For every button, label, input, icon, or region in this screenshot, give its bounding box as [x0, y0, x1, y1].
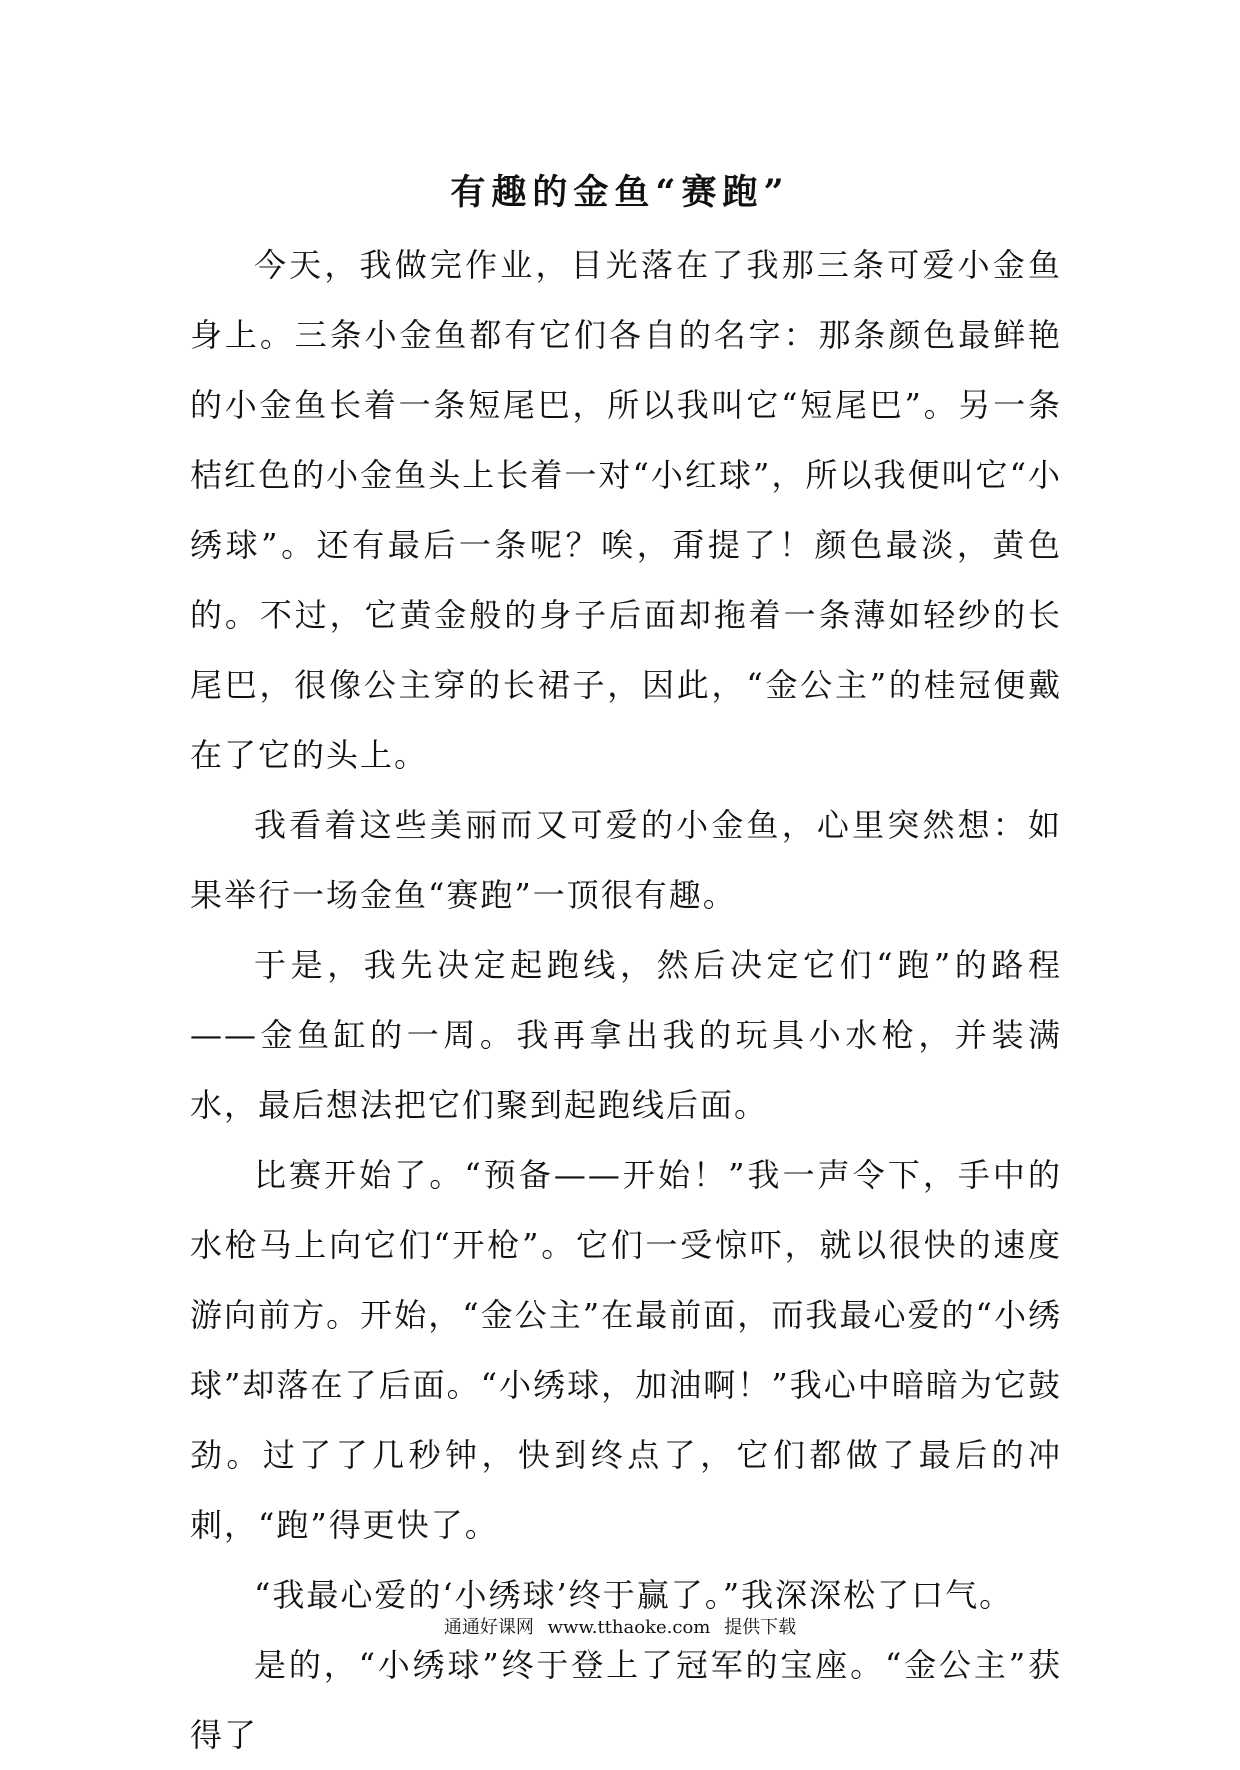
- paragraph-6: 是的，“小绣球”终于登上了冠军的宝座。“金公主”获得了: [190, 1646, 1062, 1754]
- paragraph-3: 于是，我先决定起跑线，然后决定它们“跑”的路程——金鱼缸的一周。我再拿出我的玩具小水枪，并装满水，最后想法把它们聚到起跑线后面。: [190, 946, 1062, 1124]
- paragraph-4: 比赛开始了。“预备——开始！”我一声令下，手中的水枪马上向它们“开枪”。它们一受惊吓，就以很快的速度游向前方。开始，“金公主”在最前面，而我最心爱的“小绣球”却落在了后面。“小绣球，加油啊！”我心中暗暗为它鼓劲。过了了几秒钟，快到终点了，它们都做了最后的冲刺，“跑”得更快了。: [190, 1156, 1062, 1544]
- document-title: 有趣的金鱼“赛跑”: [450, 172, 790, 213]
- footer-action: 提供下载: [724, 1617, 797, 1638]
- paragraph-1: 今天，我做完作业，目光落在了我那三条可爱小金鱼身上。三条小金鱼都有它们各自的名字：那条颜色最鲜艳的小金鱼长着一条短尾巴，所以我叫它“短尾巴”。另一条桔红色的小金鱼头上长着一对“小红球”，所以我便叫它“小绣球”。还有最后一条呢？唉，甭提了！颜色最淡，黄色的。不过，它黄金般的身子后面却拖着一条薄如轻纱的长尾巴，很像公主穿的长裙子，因此，“金公主”的桂冠便戴在了它的头上。: [190, 246, 1062, 774]
- paragraph-5: “我最心爱的‘小绣球’终于赢了。”我深深松了口气。: [254, 1576, 1014, 1614]
- paragraph-2: 我看着这些美丽而又可爱的小金鱼，心里突然想：如果举行一场金鱼“赛跑”一顶很有趣。: [190, 806, 1062, 914]
- document-body: [190, 230, 1062, 1770]
- page-footer: [0, 1614, 1240, 1642]
- footer-site-name: 通通好课网: [443, 1617, 534, 1638]
- footer-url[interactable]: www.tthaoke.com: [547, 1617, 711, 1638]
